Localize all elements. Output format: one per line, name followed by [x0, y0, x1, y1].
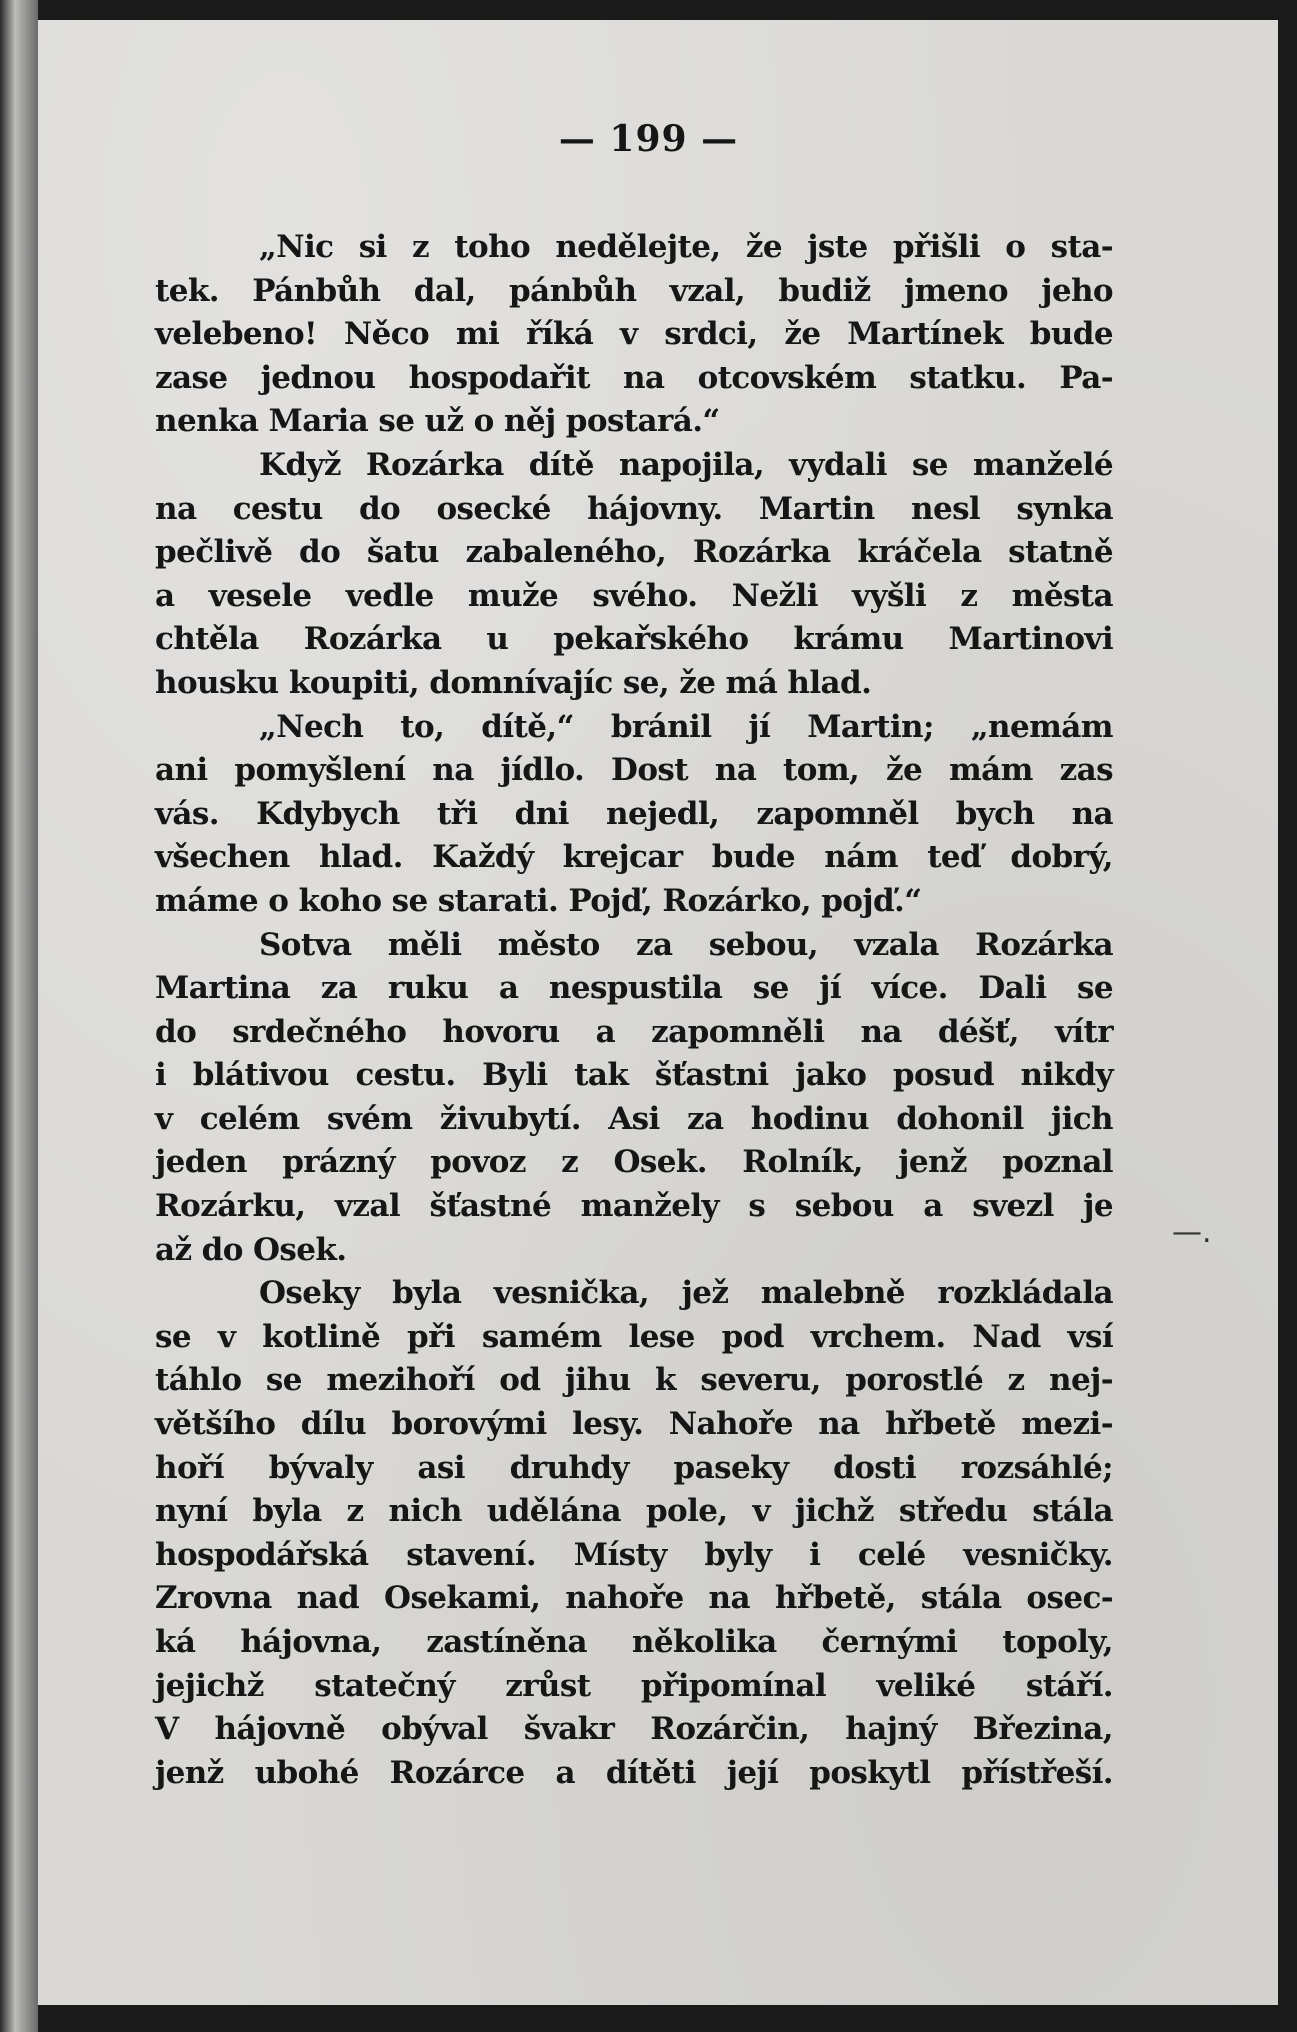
body-text — [155, 226, 1113, 1795]
text-line: Martina za ruku a nespustila se jí více. Dali se — [155, 970, 1113, 1007]
text-line: hospodářská stavení. Místy byly i celé vesničky. — [155, 1536, 1113, 1573]
text-line: jenž ubohé Rozárce a dítěti její poskytl přístřeší. — [155, 1754, 1113, 1791]
text-line: chtěla Rozárka u pekařského krámu Martinovi — [155, 621, 1113, 658]
text-line: na cestu do osecké hájovny. Martin nesl synka — [155, 490, 1113, 527]
text-line: velebeno! Něco mi říká v srdci, že Martínek bude — [155, 316, 1113, 353]
text-line: „Nic si z toho nedělejte, že jste přišli o sta- — [259, 229, 1113, 265]
text-line: Když Rozárka dítě napojila, vydali se manželé — [259, 446, 1113, 483]
margin-mark: —. — [1172, 1215, 1212, 1250]
text-line: táhlo se mezihoří od jihu k severu, porostlé z nej- — [155, 1362, 1113, 1399]
text-line: nyní byla z nich udělána pole, v jichž středu stála — [155, 1493, 1113, 1530]
text-line: Sotva měli město za sebou, vzala Rozárka — [259, 926, 1113, 963]
text-line: nenka Maria se už o něj postará.“ — [155, 403, 720, 440]
text-line: Oseky byla vesnička, jež malebně rozkládala — [259, 1275, 1113, 1312]
text-line: většího dílu borovými lesy. Nahoře na hřbetě mezi- — [155, 1406, 1113, 1443]
text-line: „Nech to, dítě,“ bránil jí Martin; „nemám — [259, 708, 1113, 745]
page-number: — 199 — — [558, 118, 739, 160]
text-line: do srdečného hovoru a zapomněli na déšť, vítr — [155, 1013, 1113, 1050]
text-line: pečlivě do šatu zabaleného, Rozárka kráčela statně — [155, 534, 1113, 571]
text-line: a vesele vedle muže svého. Nežli vyšli z města — [155, 577, 1113, 614]
text-line: jejichž statečný zrůst připomínal veliké stáří. — [155, 1667, 1113, 1704]
text-line: i blátivou cestu. Byli tak šťastni jako posud nikdy — [155, 1057, 1113, 1094]
text-line: až do Osek. — [155, 1231, 347, 1268]
text-line: zase jednou hospodařit na otcovském statku. Pa- — [155, 359, 1113, 396]
text-line: v celém svém živubytí. Asi za hodinu dohonil jich — [155, 1100, 1113, 1137]
text-line: všechen hlad. Každý krejcar bude nám teď dobrý, — [155, 839, 1113, 876]
text-line: Zrovna nad Osekami, nahoře na hřbetě, stála osec- — [155, 1580, 1113, 1617]
text-line: V hájovně obýval švakr Rozárčin, hajný Březina, — [155, 1711, 1113, 1748]
text-line: máme o koho se starati. Pojď, Rozárko, pojď.“ — [155, 882, 922, 919]
text-line: vás. Kdybych tři dni nejedl, zapomněl bych na — [155, 795, 1113, 832]
binding-edge — [0, 0, 38, 2032]
text-line: hoří bývaly asi druhdy paseky dosti rozsáhlé; — [155, 1449, 1113, 1486]
text-line: ká hájovna, zastíněna několika černými topoly, — [155, 1624, 1113, 1660]
text-line: se v kotlině při samém lese pod vrchem. Nad vsí — [155, 1318, 1113, 1355]
text-line: tek. Pánbůh dal, pánbůh vzal, budiž jmeno jeho — [155, 272, 1113, 309]
text-line: Rozárku, vzal šťastné manžely s sebou a svezl je — [155, 1188, 1113, 1225]
text-line: ani pomyšlení na jídlo. Dost na tom, že mám zas — [155, 752, 1113, 789]
text-line: jeden prázný povoz z Osek. Rolník, jenž poznal — [155, 1144, 1113, 1181]
text-line: housku koupiti, domnívajíc se, že má hlad. — [155, 664, 872, 701]
